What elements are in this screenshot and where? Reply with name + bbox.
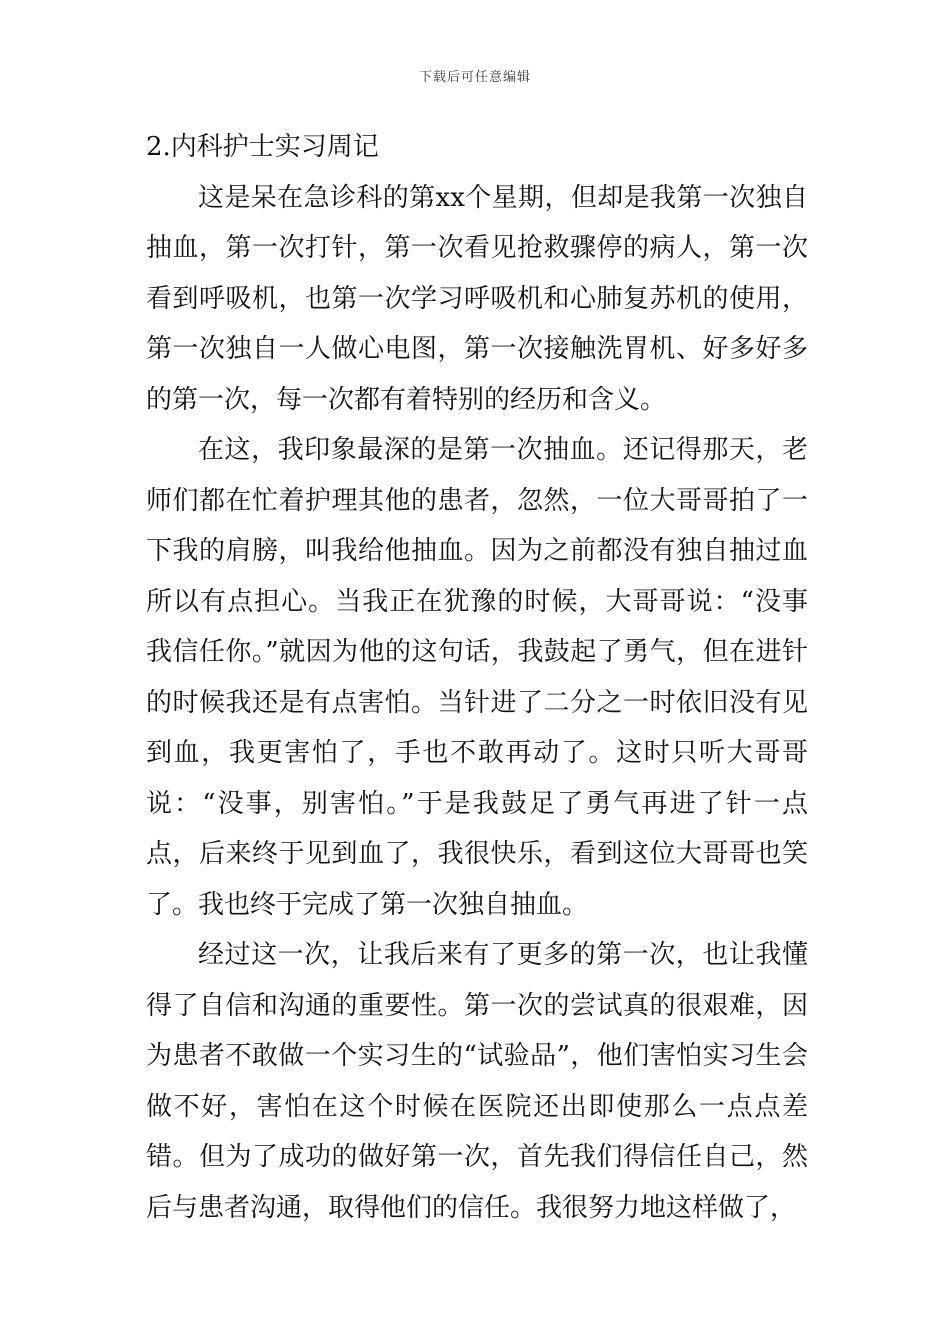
document-title: 2.内科护士实习周记 [146,132,379,162]
paragraph-2: 在这，我印象最深的是第一次抽血。还记得那天，老师们都在忙着护理其他的患者，忽然，一位大哥哥拍了一下我的肩膀，叫我给他抽血。因为之前都没有独自抽过血所以有点担心。当我正在犹豫的时候，大哥哥说：“没事我信任你。”就因为他的这句话，我鼓起了勇气，但在进针的时候我还是有点害怕。当针进了二分之一时依旧没有见到血，我更害怕了，手也不敢再动了。这时只听大哥哥说：“没事，别害怕。”于是我鼓足了勇气再进了针一点点，后来终于见到血了，我很快乐，看到这位大哥哥也笑了。我也终于完成了第一次独自抽血。 [146,435,808,920]
paragraph-3: 经过这一次，让我后来有了更多的第一次，也让我懂得了自信和沟通的重要性。第一次的尝试真的很艰难，因为患者不敢做一个实习生的“试验品”，他们害怕实习生会做不好，害怕在这个时候在医院还出即使那么一点点差错。但为了成功的做好第一次，首先我们得信任自己，然后与患者沟通，取得他们的信任。我很努力地这样做了， [146,940,808,1223]
document-body [146,122,808,1233]
paragraph-1: 这是呆在急诊科的第xx个星期，但却是我第一次独自抽血，第一次打针，第一次看见抢救骤停的病人，第一次看到呼吸机，也第一次学习呼吸机和心肺复苏机的使用，第一次独自一人做心电图，第一次接触洗胃机、好多好多的第一次，每一次都有着特别的经历和含义。 [146,182,808,415]
page-header: 下载后可任意编辑 [418,70,531,85]
